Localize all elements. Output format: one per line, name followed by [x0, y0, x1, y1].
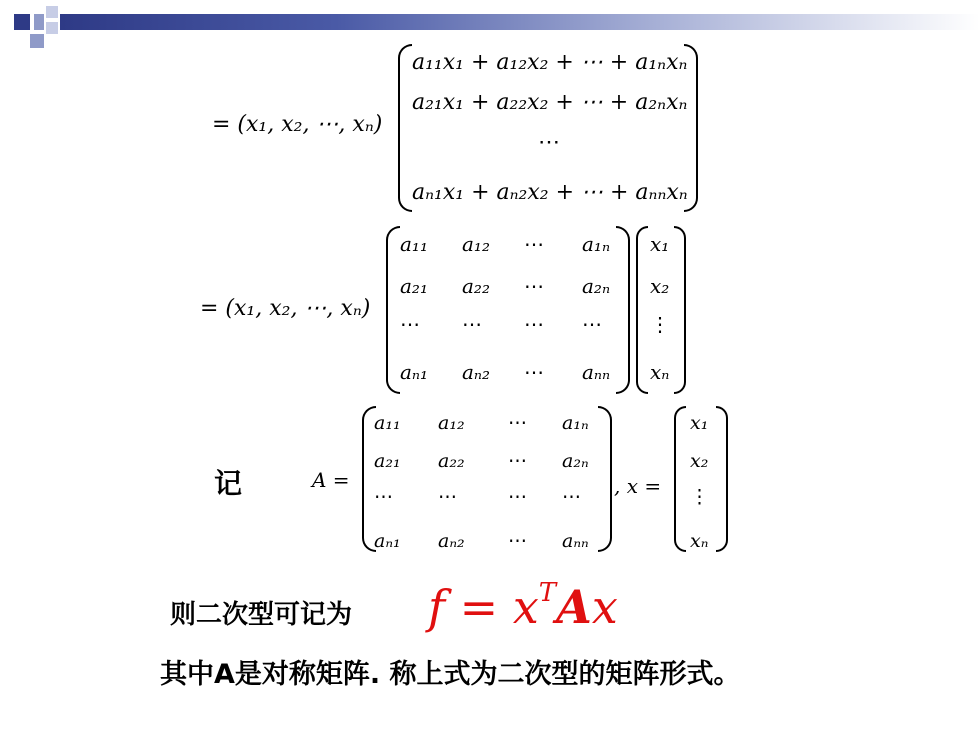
formula-A: A [556, 580, 592, 634]
eq2-matrix-left-paren [386, 226, 400, 394]
eq3-cell-4-4: aₙₙ [562, 530, 589, 552]
eq2-cell-2-2: a₂₂ [462, 274, 490, 298]
eq2-cell-2-1: a₂₁ [400, 274, 428, 298]
formula-f: f [428, 580, 446, 634]
eq3-cell-1-3: ⋯ [508, 412, 527, 434]
eq2-cell-1-1: a₁₁ [400, 232, 428, 256]
formula-x2: x [591, 580, 618, 634]
eq3-cell-3-4: ⋯ [562, 486, 581, 508]
quadratic-formula [428, 578, 618, 634]
eq3-vector-1: x₁ [690, 412, 709, 434]
eq1-row-3: ⋯ [538, 130, 560, 155]
logo-square-dark [14, 14, 30, 30]
eq3-cell-3-2: ⋯ [438, 486, 457, 508]
eq3-cell-2-2: a₂₂ [438, 450, 465, 472]
eq3-cell-2-1: a₂₁ [374, 450, 401, 472]
eq2-cell-4-4: aₙₙ [582, 360, 611, 384]
eq3-cell-3-1: ⋯ [374, 486, 393, 508]
eq3-vector-2: x₂ [690, 450, 709, 472]
eq3-cell-1-1: a₁₁ [374, 412, 401, 434]
eq3-x-lhs: , x = [614, 474, 662, 498]
eq2-cell-4-3: ⋯ [524, 360, 544, 384]
logo-square-light2 [46, 22, 58, 34]
eq2-vector-2: x₂ [650, 274, 670, 298]
eq3-cell-4-2: aₙ₂ [438, 530, 465, 552]
eq1-row-1: a₁₁x₁ + a₁₂x₂ + ⋯ + a₁ₙxₙ [412, 50, 688, 75]
logo-square-mid [34, 14, 44, 30]
eq3-a-lhs: A = [312, 468, 350, 492]
eq3-cell-4-3: ⋯ [508, 530, 527, 552]
eq2-cell-4-1: aₙ₁ [400, 360, 429, 384]
eq3-vector-4: xₙ [690, 530, 709, 552]
eq2-cell-2-4: a₂ₙ [582, 274, 611, 298]
formula-equals: = [459, 580, 499, 634]
eq3-cell-4-1: aₙ₁ [374, 530, 401, 552]
eq2-lhs: = (x₁, x₂, ⋯, xₙ) [200, 296, 371, 321]
eq3-label: 记 [214, 467, 243, 500]
eq3-vector-right-paren [716, 406, 728, 552]
eq2-matrix-right-paren [616, 226, 630, 394]
eq3-vector-left-paren [674, 406, 686, 552]
eq1-left-paren [398, 44, 412, 212]
eq2-cell-4-2: aₙ₂ [462, 360, 491, 384]
eq2-cell-3-4: ⋯ [582, 312, 602, 336]
eq2-cell-1-4: a₁ₙ [582, 232, 611, 256]
eq1-lhs: = (x₁, x₂, ⋯, xₙ) [212, 112, 383, 137]
formula-x: x [512, 580, 539, 634]
eq3-cell-2-4: a₂ₙ [562, 450, 589, 472]
logo-square-light [46, 6, 58, 18]
eq3-matrix-right-paren [598, 406, 612, 552]
eq2-cell-3-3: ⋯ [524, 312, 544, 336]
eq2-cell-2-3: ⋯ [524, 274, 544, 298]
eq2-cell-3-2: ⋯ [462, 312, 482, 336]
eq2-cell-1-3: ⋯ [524, 232, 544, 256]
eq2-vector-3: ⋮ [650, 312, 670, 336]
eq3-cell-1-4: a₁ₙ [562, 412, 589, 434]
eq1-row-4: aₙ₁x₁ + aₙ₂x₂ + ⋯ + aₙₙxₙ [412, 180, 688, 205]
header-gradient-bar [60, 14, 980, 30]
formula-transpose: T [538, 578, 557, 608]
eq2-cell-3-1: ⋯ [400, 312, 420, 336]
matrix-form-note: 其中A是对称矩阵. 称上式为二次型的矩阵形式。 [160, 659, 741, 690]
eq3-vector-3: ⋮ [690, 486, 709, 508]
eq2-vector-4: xₙ [650, 360, 670, 384]
eq2-vector-left-paren [636, 226, 648, 394]
eq3-cell-1-2: a₁₂ [438, 412, 465, 434]
eq3-cell-3-3: ⋯ [508, 486, 527, 508]
eq2-vector-right-paren [674, 226, 686, 394]
eq2-cell-1-2: a₁₂ [462, 232, 490, 256]
logo-square-mid2 [30, 34, 44, 48]
quadratic-label: 则二次型可记为 [170, 600, 353, 630]
eq2-vector-1: x₁ [650, 232, 670, 256]
eq3-cell-2-3: ⋯ [508, 450, 527, 472]
eq1-row-2: a₂₁x₁ + a₂₂x₂ + ⋯ + a₂ₙxₙ [412, 90, 688, 115]
